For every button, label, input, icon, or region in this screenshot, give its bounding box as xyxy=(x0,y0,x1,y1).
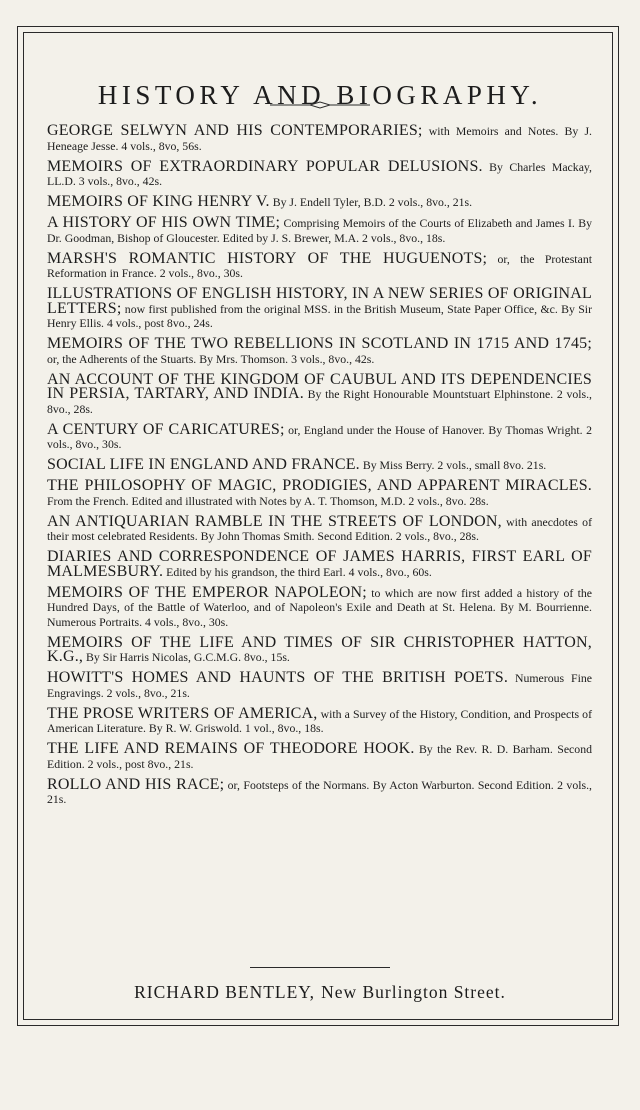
book-entry-title: HOWITT'S HOMES AND HAUNTS OF THE BRITISH POETS. xyxy=(47,669,509,686)
publisher-rule-top xyxy=(250,967,390,968)
book-list xyxy=(47,124,592,813)
book-entry-details: to which are now first added a history of the Hundred Days, of the Battle of Waterloo, and of Napoleon's Exile and Death at St. Helena. By M. Bourrienne. Numerous Portraits. 4 vols., 8vo., 30s. xyxy=(47,585,592,629)
book-entry xyxy=(47,216,592,245)
book-entry-title: SOCIAL LIFE IN ENGLAND AND FRANCE. xyxy=(47,456,360,473)
book-entry-title: ROLLO AND HIS RACE; xyxy=(47,775,225,793)
book-entry xyxy=(47,550,592,579)
book-entry xyxy=(47,458,592,473)
book-entry-details: now first published from the original MSS. in the British Museum, State Paper Office, &c. By Sir Henry Ellis. 4 vols., post 8vo., 24s. xyxy=(47,301,592,330)
book-entry-details: From the French. Edited and illustrated with Notes by A. T. Thomson, M.D. 2 vols., 8vo. 28s. xyxy=(47,493,489,508)
book-entry xyxy=(47,195,592,210)
book-entry-details: By the Rev. R. D. Barham. Second Edition. 2 vols., post 8vo., 21s. xyxy=(47,742,592,771)
book-entry-title: MEMOIRS OF KING HENRY V. xyxy=(47,193,270,210)
book-entry-title: A CENTURY OF CARICATURES; xyxy=(47,420,285,438)
book-entry xyxy=(47,287,592,331)
book-entry-details: Numerous Fine Engravings. 2 vols., 8vo., 21s. xyxy=(47,671,592,700)
book-entry xyxy=(47,671,592,700)
book-entry-title: AN ANTIQUARIAN RAMBLE IN THE STREETS OF LONDON, xyxy=(47,512,502,530)
book-entry-title: THE PHILOSOPHY OF MAGIC, PRODIGIES, AND APPARENT MIRACLES. xyxy=(47,477,592,494)
book-entry-details: or, England under the House of Hanover. By Thomas Wright. 2 vols., 8vo., 30s. xyxy=(47,422,592,451)
book-entry xyxy=(47,337,592,366)
page-title: HISTORY AND BIOGRAPHY. xyxy=(97,80,543,111)
book-entry-details: or, Footsteps of the Normans. By Acton Warburton. Second Edition. 2 vols., 21s. xyxy=(47,777,592,806)
book-entry-title: MEMOIRS OF THE LIFE AND TIMES OF SIR CHRISTOPHER HATTON, K.G., xyxy=(47,633,592,665)
book-entry-details: or, the Protestant Reformation in France. 2 vols., 8vo., 30s. xyxy=(47,251,593,280)
book-entry xyxy=(47,775,592,807)
book-entry-title: A HISTORY OF HIS OWN TIME; xyxy=(47,214,281,231)
book-entry-details: By Miss Berry. 2 vols., small 8vo. 21s. xyxy=(359,458,547,472)
book-entry xyxy=(47,512,593,544)
book-entry-details: Comprising Memoirs of the Courts of Elizabeth and James I. By Dr. Goodman, Bishop of Gloucester. Edited by J. S. Brewer, M.A. 2 vols., 8vo., 18s. xyxy=(47,216,592,245)
book-entry-title: ILLUSTRATIONS OF ENGLISH HISTORY, IN A NEW SERIES OF ORIGINAL LETTERS; xyxy=(47,285,592,317)
book-entry-details: By Charles Mackay, LL.D. 3 vols., 8vo., 42s. xyxy=(47,159,593,188)
book-entry xyxy=(47,420,592,452)
book-entry-details: By the Right Honourable Mountstuart Elphinstone. 2 vols., 8vo., 28s. xyxy=(47,387,593,416)
book-entry-details: Edited by his grandson, the third Earl. 4 vols., 8vo., 60s. xyxy=(163,564,432,579)
book-entry xyxy=(47,583,592,630)
book-entry-title: THE LIFE AND REMAINS OF THEODORE HOOK. xyxy=(47,740,415,757)
book-entry-details: with a Survey of the History, Condition, and Prospects of American Literature. By R. W. Griswold. 1 vol., 8vo., 18s. xyxy=(47,706,592,735)
publisher-name: RICHARD BENTLEY, xyxy=(134,982,316,1002)
book-entry xyxy=(47,124,592,153)
publisher-address: New Burlington Street. xyxy=(321,982,506,1002)
book-entry-title: MEMOIRS OF THE EMPEROR NAPOLEON; xyxy=(47,583,367,601)
book-entry xyxy=(47,704,592,736)
book-entry-details: with Memoirs and Notes. By J. Heneage Jesse. 4 vols., 8vo, 56s. xyxy=(47,124,593,153)
book-entry xyxy=(47,157,593,189)
book-entry-title: MEMOIRS OF EXTRAORDINARY POPULAR DELUSIONS. xyxy=(47,157,483,175)
book-entry-title: DIARIES AND CORRESPONDENCE OF JAMES HARRIS, FIRST EARL OF MALMESBURY. xyxy=(47,548,592,580)
book-entry-title: THE PROSE WRITERS OF AMERICA, xyxy=(47,704,318,722)
book-entry-details: By J. Endell Tyler, B.D. 2 vols., 8vo., 21s. xyxy=(269,195,473,209)
book-entry-title: MEMOIRS OF THE TWO REBELLIONS IN SCOTLAND IN 1715 AND 1745; xyxy=(47,335,592,352)
book-entry xyxy=(47,742,592,771)
book-entry xyxy=(47,370,593,417)
book-entry-title: GEORGE SELWYN AND HIS CONTEMPORARIES; xyxy=(47,122,423,139)
publisher-imprint xyxy=(0,982,640,1003)
book-entry-title: MARSH'S ROMANTIC HISTORY OF THE HUGUENOTS; xyxy=(47,249,488,267)
book-entry xyxy=(47,633,592,665)
book-entry xyxy=(47,249,593,281)
ornament-divider xyxy=(270,101,370,109)
book-entry-details: or, the Adherents of the Stuarts. By Mrs. Thomson. 3 vols., 8vo., 42s. xyxy=(47,351,375,366)
book-entry-details: By Sir Harris Nicolas, G.C.M.G. 8vo., 15s. xyxy=(83,650,290,664)
book-entry-title: AN ACCOUNT OF THE KINGDOM OF CAUBUL AND ITS DEPENDENCIES IN PERSIA, TARTARY, AND INDIA. xyxy=(47,370,592,402)
book-entry xyxy=(47,479,592,508)
book-entry-details: with anecdotes of their most celebrated Residents. By John Thomas Smith. Second Edition. 2 vols., 8vo., 28s. xyxy=(47,514,593,543)
